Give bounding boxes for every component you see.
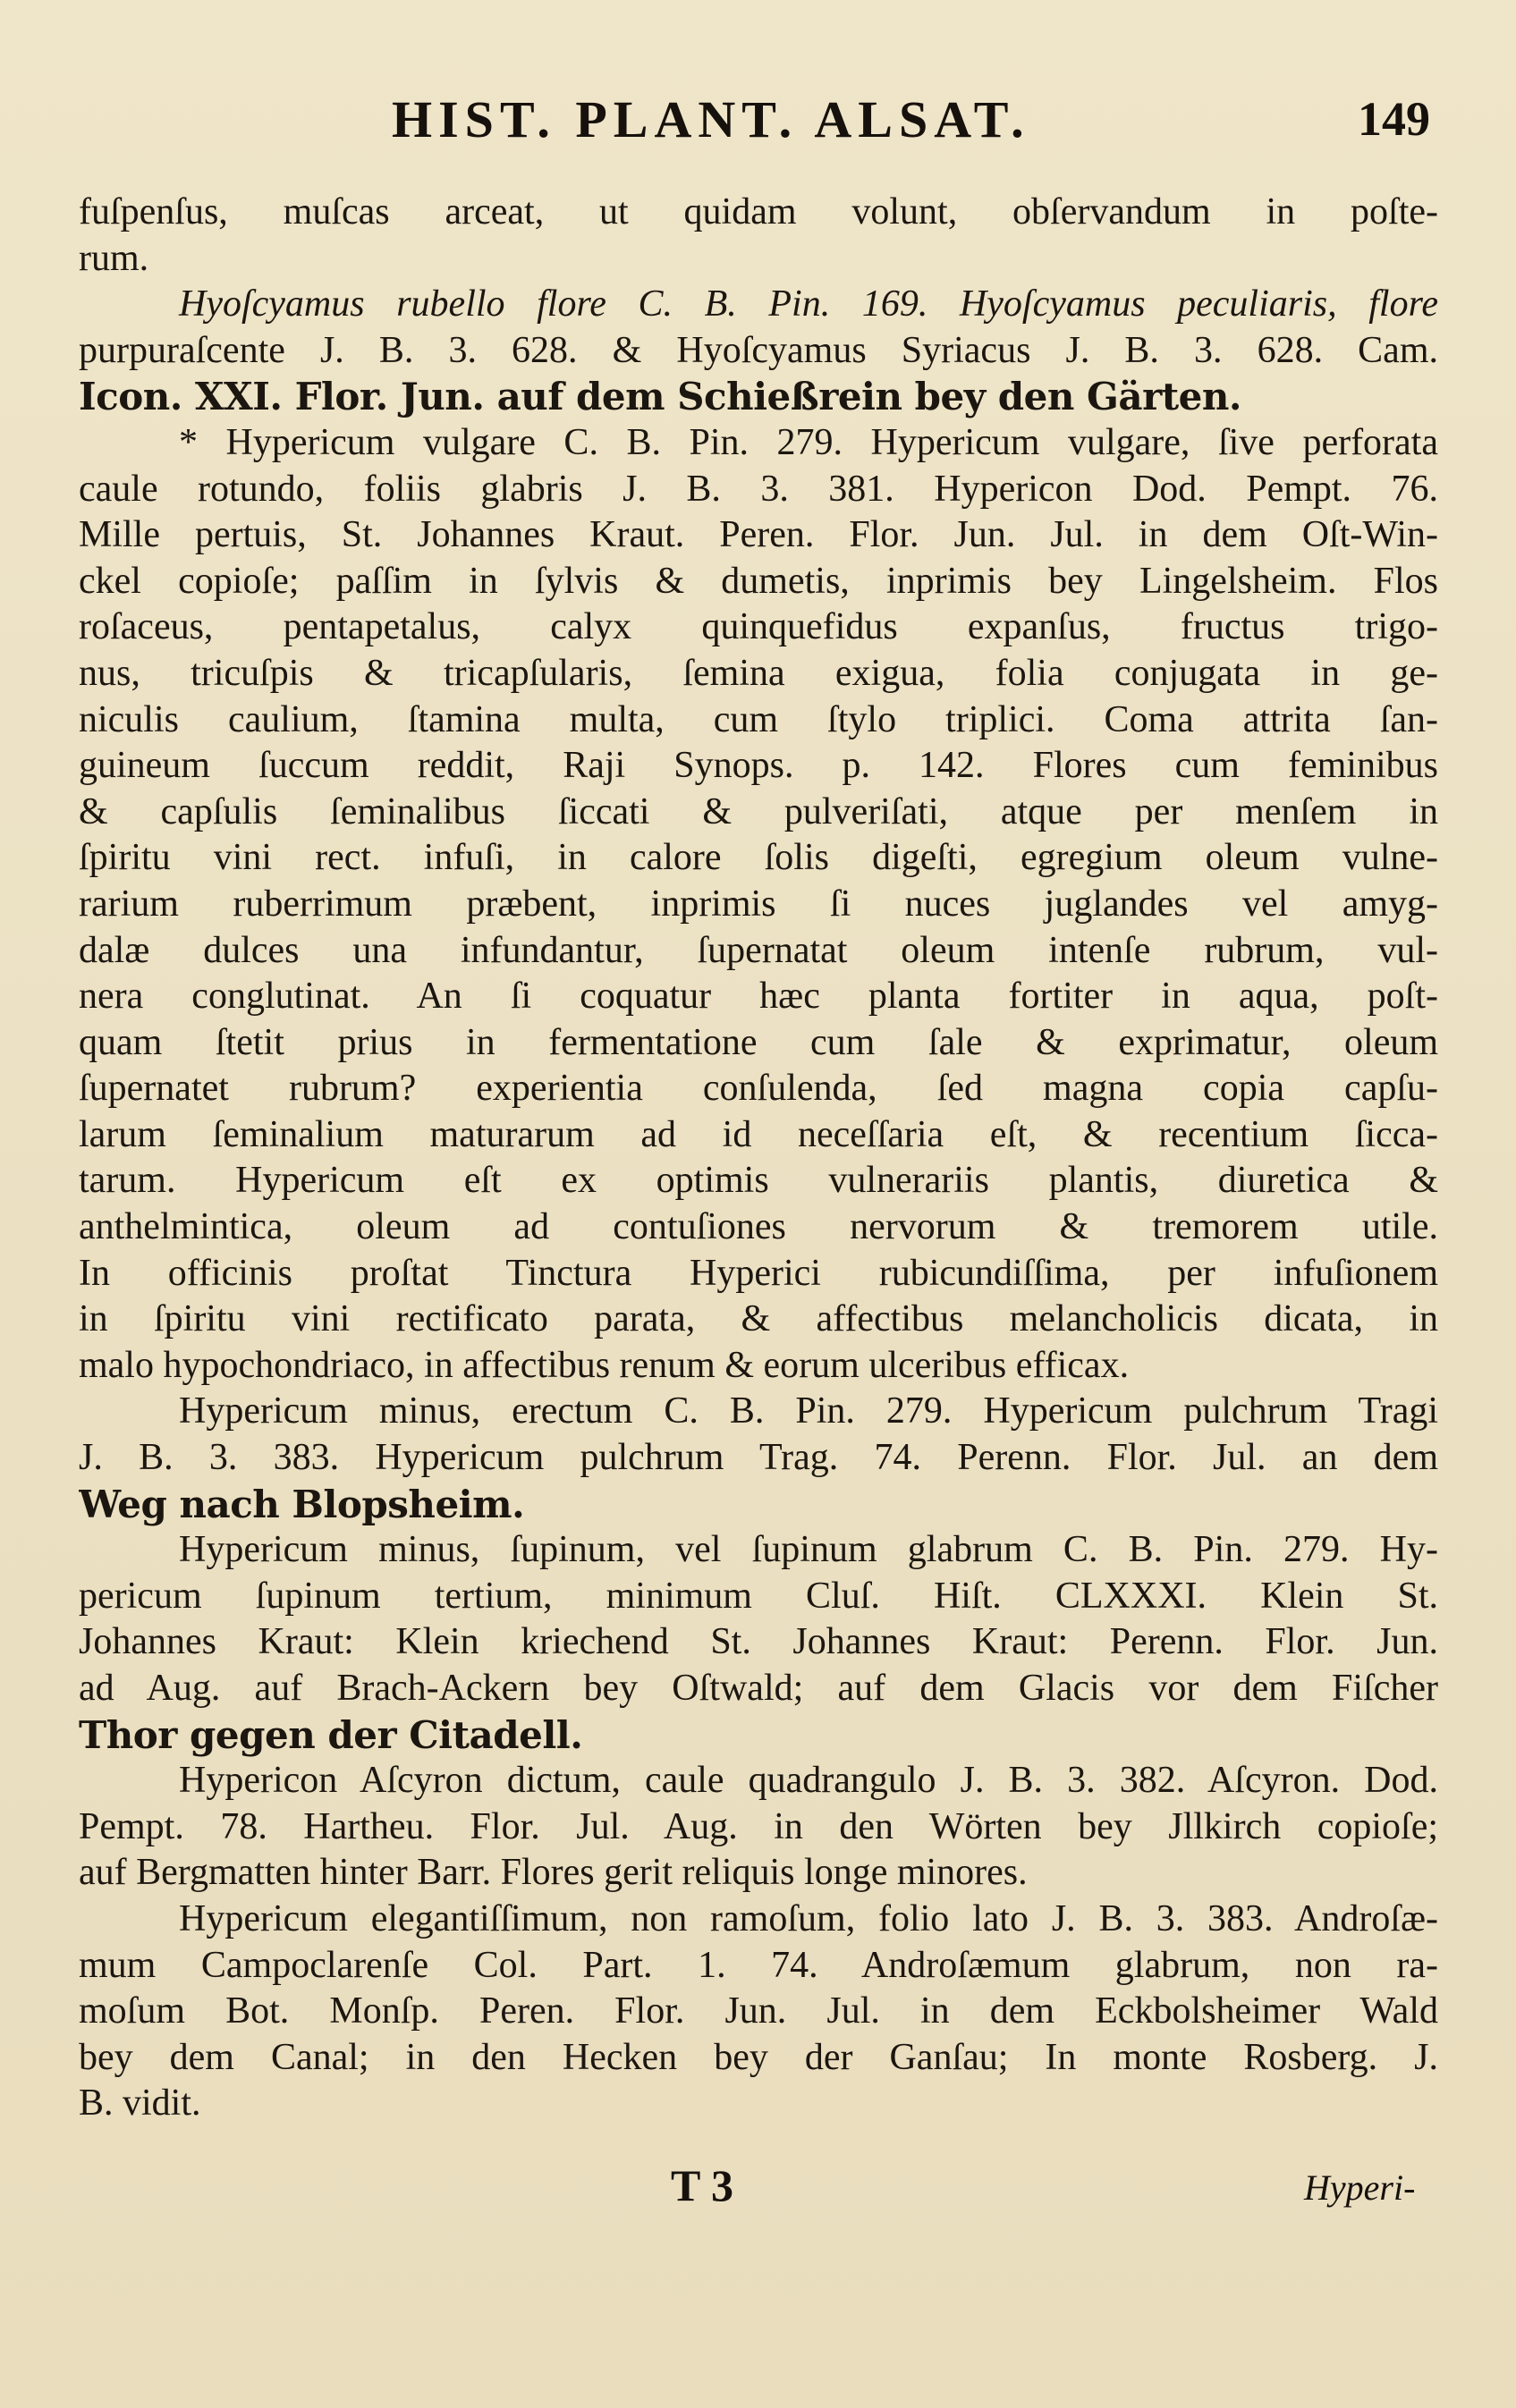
text-line: moſum Bot. Monſp. Peren. Flor. Jun. Jul. in dem Eckbolsheimer Wald [79, 1990, 1438, 2032]
text-line: nera conglutinat. An ſi coquatur hæc planta fortiter in aqua, poſt- [79, 976, 1438, 1018]
text-line: in ſpiritu vini rectificato parata, & affectibus melancholicis dicata, in [79, 1298, 1438, 1340]
text-line: Mille pertuis, St. Johannes Kraut. Peren. Flor. Jun. Jul. in dem Oſt-Win- [79, 514, 1438, 556]
text-line: & capſulis ſeminalibus ſiccati & pulveriſati, atque per menſem in [79, 790, 1438, 832]
text-line: Icon. XXI. Flor. Jun. auf dem Schießrein bey den Gärten. [79, 375, 1242, 419]
text-line: pericum ſupinum tertium, minimum Cluſ. Hiſt. CLXXXI. Klein St. [79, 1575, 1438, 1617]
text-line: ſpiritu vini rect. infuſi, in calore ſolis digeſti, egregium oleum vulne- [79, 837, 1438, 879]
text-line: caule rotundo, foliis glabris J. B. 3. 381. Hypericon Dod. Pempt. 76. [79, 468, 1438, 510]
text-line: Pempt. 78. Hartheu. Flor. Jul. Aug. in den Wörten bey Jllkirch copioſe; [79, 1805, 1438, 1847]
signature-mark: T 3 [671, 2160, 733, 2210]
text-line: bey dem Canal; in den Hecken bey der Ganſau; In monte Rosberg. J. [79, 2036, 1438, 2078]
text-line: Johannes Kraut: Klein kriechend St. Johannes Kraut: Perenn. Flor. Jun. [79, 1621, 1438, 1663]
text-line: fuſpenſus, muſcas arceat, ut quidam volunt, obſervandum in poſte- [79, 191, 1438, 232]
entry-hypericum-vulgare [79, 420, 1438, 1389]
text-line: guineum ſuccum reddit, Raji Synops. p. 142. Flores cum feminibus [79, 745, 1438, 787]
entry-continuation [79, 190, 1438, 282]
text-line: anthelmintica, oleum ad contuſiones nervorum & tremorem utile. [79, 1206, 1438, 1248]
text-line: tarum. Hypericum eſt ex optimis vulnerariis plantis, diuretica & [79, 1160, 1438, 1202]
text-line: * Hypericum vulgare C. B. Pin. 279. Hypericum vulgare, ſive perforata [179, 421, 1438, 463]
entry-hypericon-ascyron [79, 1758, 1438, 1897]
text-line: In officinis proſtat Tinctura Hyperici rubicundiſſima, per infuſionem [79, 1252, 1438, 1294]
text-line: J. B. 3. 383. Hypericum pulchrum Trag. 74. Perenn. Flor. Jul. an dem [79, 1437, 1438, 1479]
text-line: Thor gegen der Citadell. [79, 1712, 583, 1757]
text-line: Hypericum minus, erectum C. B. Pin. 279. Hypericum pulchrum Tragi [179, 1390, 1438, 1432]
entry-hyoscyamus-rubello [79, 282, 1438, 420]
page-header [0, 89, 1516, 161]
text-line: ad Aug. auf Brach-Ackern bey Oſtwald; auf dem Glacis vor dem Fiſcher [79, 1668, 1438, 1709]
text-line: purpuraſcente J. B. 3. 628. & Hyoſcyamus Syriacus J. B. 3. 628. Cam. [79, 329, 1438, 371]
text-line: Hypericum elegantiſſimum, non ramoſum, folio lato J. B. 3. 383. Androſæ- [179, 1897, 1438, 1939]
page-number: 149 [1358, 92, 1430, 146]
text-line: ſupernatet rubrum? experientia conſulenda, ſed magna copia capſu- [79, 1068, 1438, 1110]
entry-hypericum-elegantissimum [79, 1897, 1438, 2127]
text-line: Weg nach Blopsheim. [79, 1482, 525, 1526]
catchword: Hyperi- [1304, 2167, 1416, 2208]
text-line: Hypericon Aſcyron dictum, caule quadrangulo J. B. 3. 382. Aſcyron. Dod. [179, 1760, 1438, 1802]
body-text [79, 190, 1438, 2127]
entry-hypericum-minus-supinum [79, 1527, 1438, 1758]
text-line: niculis caulium, ſtamina multa, cum ſtylo triplici. Coma attrita ſan- [79, 698, 1438, 740]
running-title: HIST. PLANT. ALSAT. [392, 90, 1030, 148]
text-line: mum Campoclarenſe Col. Part. 1. 74. Androſæmum glabrum, non ra- [79, 1944, 1438, 1986]
text-line: roſaceus, pentapetalus, calyx quinquefidus expanſus, fructus trigo- [79, 606, 1438, 648]
text-line: rarium ruberrimum præbent, inprimis ſi nuces juglandes vel amyg- [79, 883, 1438, 925]
text-line: dalæ dulces una infundantur, ſupernatat oleum intenſe rubrum, vul- [79, 929, 1438, 971]
text-line: Hyoſcyamus rubello flore C. B. Pin. 169. Hyoſcyamus peculiaris, flore [179, 283, 1438, 325]
text-line: larum ſeminalium maturarum ad id neceſſaria eſt, & recentium ſicca- [79, 1113, 1438, 1155]
text-line: Hypericum minus, ſupinum, vel ſupinum glabrum C. B. Pin. 279. Hy- [179, 1529, 1438, 1571]
text-line: quam ſtetit prius in fermentatione cum ſale & exprimatur, oleum [79, 1021, 1438, 1063]
text-line: B. vidit. [79, 2083, 201, 2125]
entry-hypericum-minus-erectum [79, 1389, 1438, 1527]
text-line: malo hypochondriaco, in affectibus renum & eorum ulceribus efficax. [79, 1344, 1130, 1386]
text-line: nus, tricuſpis & tricapſularis, ſemina exigua, folia conjugata in ge- [79, 652, 1438, 694]
text-line: auf Bergmatten hinter Barr. Flores gerit reliquis longe minores. [79, 1852, 1028, 1894]
text-line: ckel copioſe; paſſim in ſylvis & dumetis, inprimis bey Lingelsheim. Flos [79, 560, 1438, 602]
text-line: rum. [79, 237, 149, 279]
page-footer [0, 2159, 1516, 2222]
